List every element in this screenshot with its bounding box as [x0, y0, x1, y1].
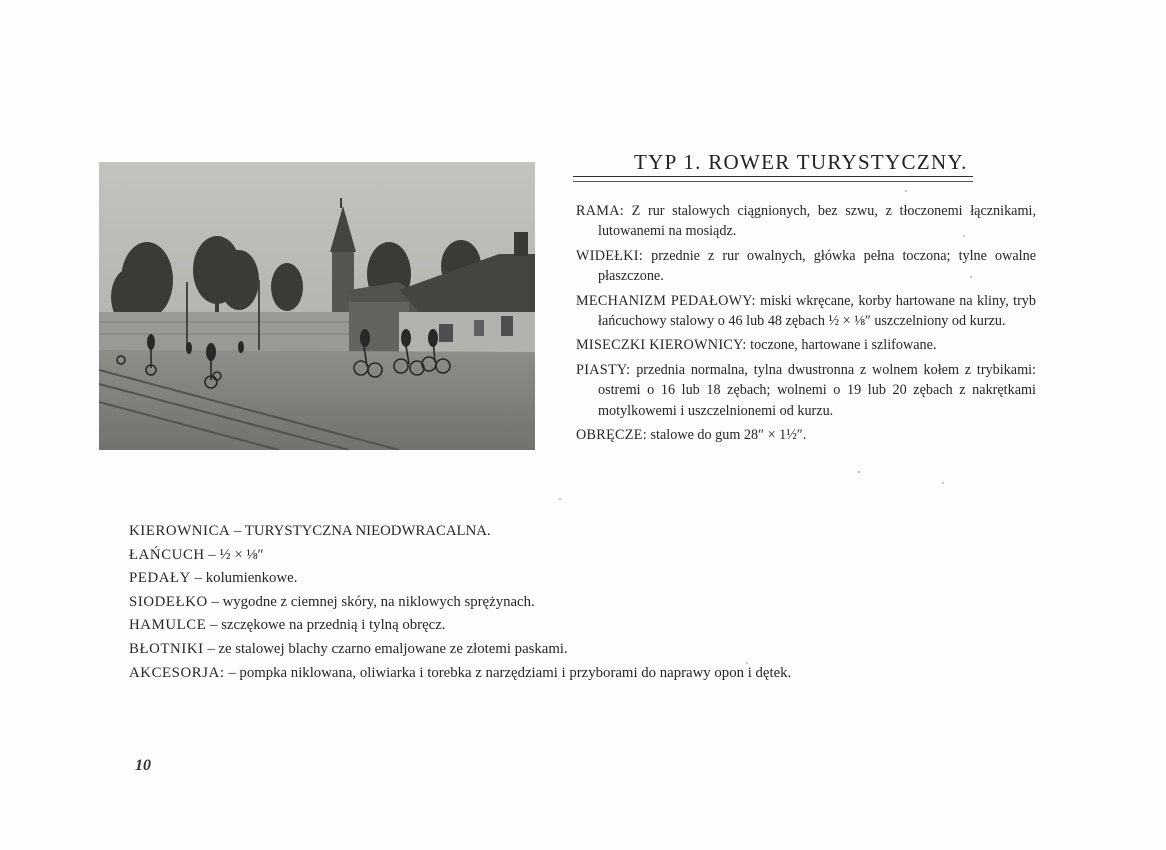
scan-speck [559, 498, 561, 500]
parts-key: HAMULCE [129, 617, 207, 634]
parts-item-hamulce [129, 614, 989, 638]
parts-text: – pompka niklowana, oliwiarka i torebka z narzędziami i przyborami do naprawy opon i dętek. [224, 664, 792, 681]
scan-speck [942, 482, 944, 484]
parts-item-kierownica [129, 520, 989, 544]
parts-list [129, 520, 989, 685]
spec-text: stalowe do gum 28″ × 1½″. [646, 427, 807, 444]
parts-key: KIEROWNICA [129, 523, 231, 539]
spec-key: RAMA: [576, 203, 625, 219]
parts-text: – kolumienkowe. [190, 570, 298, 587]
parts-item-blotniki [129, 638, 989, 662]
scan-speck [746, 662, 748, 664]
spec-key: OBRĘCZE: [576, 427, 647, 444]
parts-key: BŁOTNIKI [129, 640, 204, 657]
parts-text: – TURYSTYCZNA NIEODWRACALNA. [230, 523, 491, 539]
parts-item-pedaly [129, 567, 989, 591]
spec-item-obrecze [576, 425, 1036, 445]
parts-text: – wygodne z ciemnej skóry, na niklowych sprężynach. [207, 593, 535, 610]
spec-text: toczone, hartowane i szlifowane. [746, 337, 937, 354]
heading-rule [573, 176, 973, 177]
parts-text: – ze stalowej blachy czarno emaljowane ze złotemi paskami. [203, 640, 568, 657]
spec-key: WIDEŁKI: [576, 247, 644, 264]
spec-key: MISECZKI KIEROWNICY: [576, 337, 747, 354]
scan-speck [858, 471, 860, 473]
spec-item-mechanizm [576, 291, 1036, 332]
scan-speck [905, 190, 907, 192]
page-heading: TYP 1. ROWER TURYSTYCZNY. [634, 150, 968, 174]
spec-item-miseczki [576, 335, 1036, 355]
page-number: 10 [135, 757, 151, 774]
parts-key: PEDAŁY [129, 570, 191, 587]
heading-rule-double [573, 181, 973, 182]
parts-key: AKCESORJA: [129, 664, 225, 681]
parts-item-siodelko [129, 591, 989, 615]
spec-item-rama [576, 201, 1036, 242]
spec-item-widelki [576, 246, 1036, 287]
parts-key: ŁAŃCUCH [129, 546, 205, 563]
street-scene-photo [99, 162, 535, 450]
spec-key: PIASTY: [576, 361, 631, 378]
parts-text: – szczękowe na przednią i tylną obręcz. [206, 617, 446, 634]
parts-text: – ½ × ⅛″ [204, 546, 264, 563]
photo-illustration [99, 162, 535, 450]
spec-list [576, 201, 1036, 449]
spec-text: przednia normalna, tylna dwustronna z wolnem kołem z trybikami: ostremi o 16 lub 18 zębach; wolnemi o 19 lub 20 zębach z nakrętkami motylkowemi i uszczelnionemi od kurzu. [598, 361, 1036, 419]
spec-key: MECHANIZM PEDAŁOWY: [576, 292, 756, 309]
parts-key: SIODEŁKO [129, 593, 208, 610]
parts-item-lancuch [129, 544, 989, 568]
scan-speck [970, 276, 972, 278]
spec-text: Z rur stalowych ciągnionych, bez szwu, z tłoczonemi łącznikami, lutowanemi na mosiądz. [598, 203, 1036, 240]
parts-item-akcesorja [129, 662, 989, 686]
scan-speck [963, 235, 965, 237]
spec-item-piasty [576, 360, 1036, 421]
spec-text: przednie z rur owalnych, główka pełna toczona; tylne owalne płaszczone. [598, 247, 1036, 285]
spec-text: miski wkręcane, korby hartowane na kliny, tryb łańcuchowy stalowy o 46 lub 48 zębach ½ × ⅛″ uszczelniony od kurzu. [598, 292, 1036, 330]
